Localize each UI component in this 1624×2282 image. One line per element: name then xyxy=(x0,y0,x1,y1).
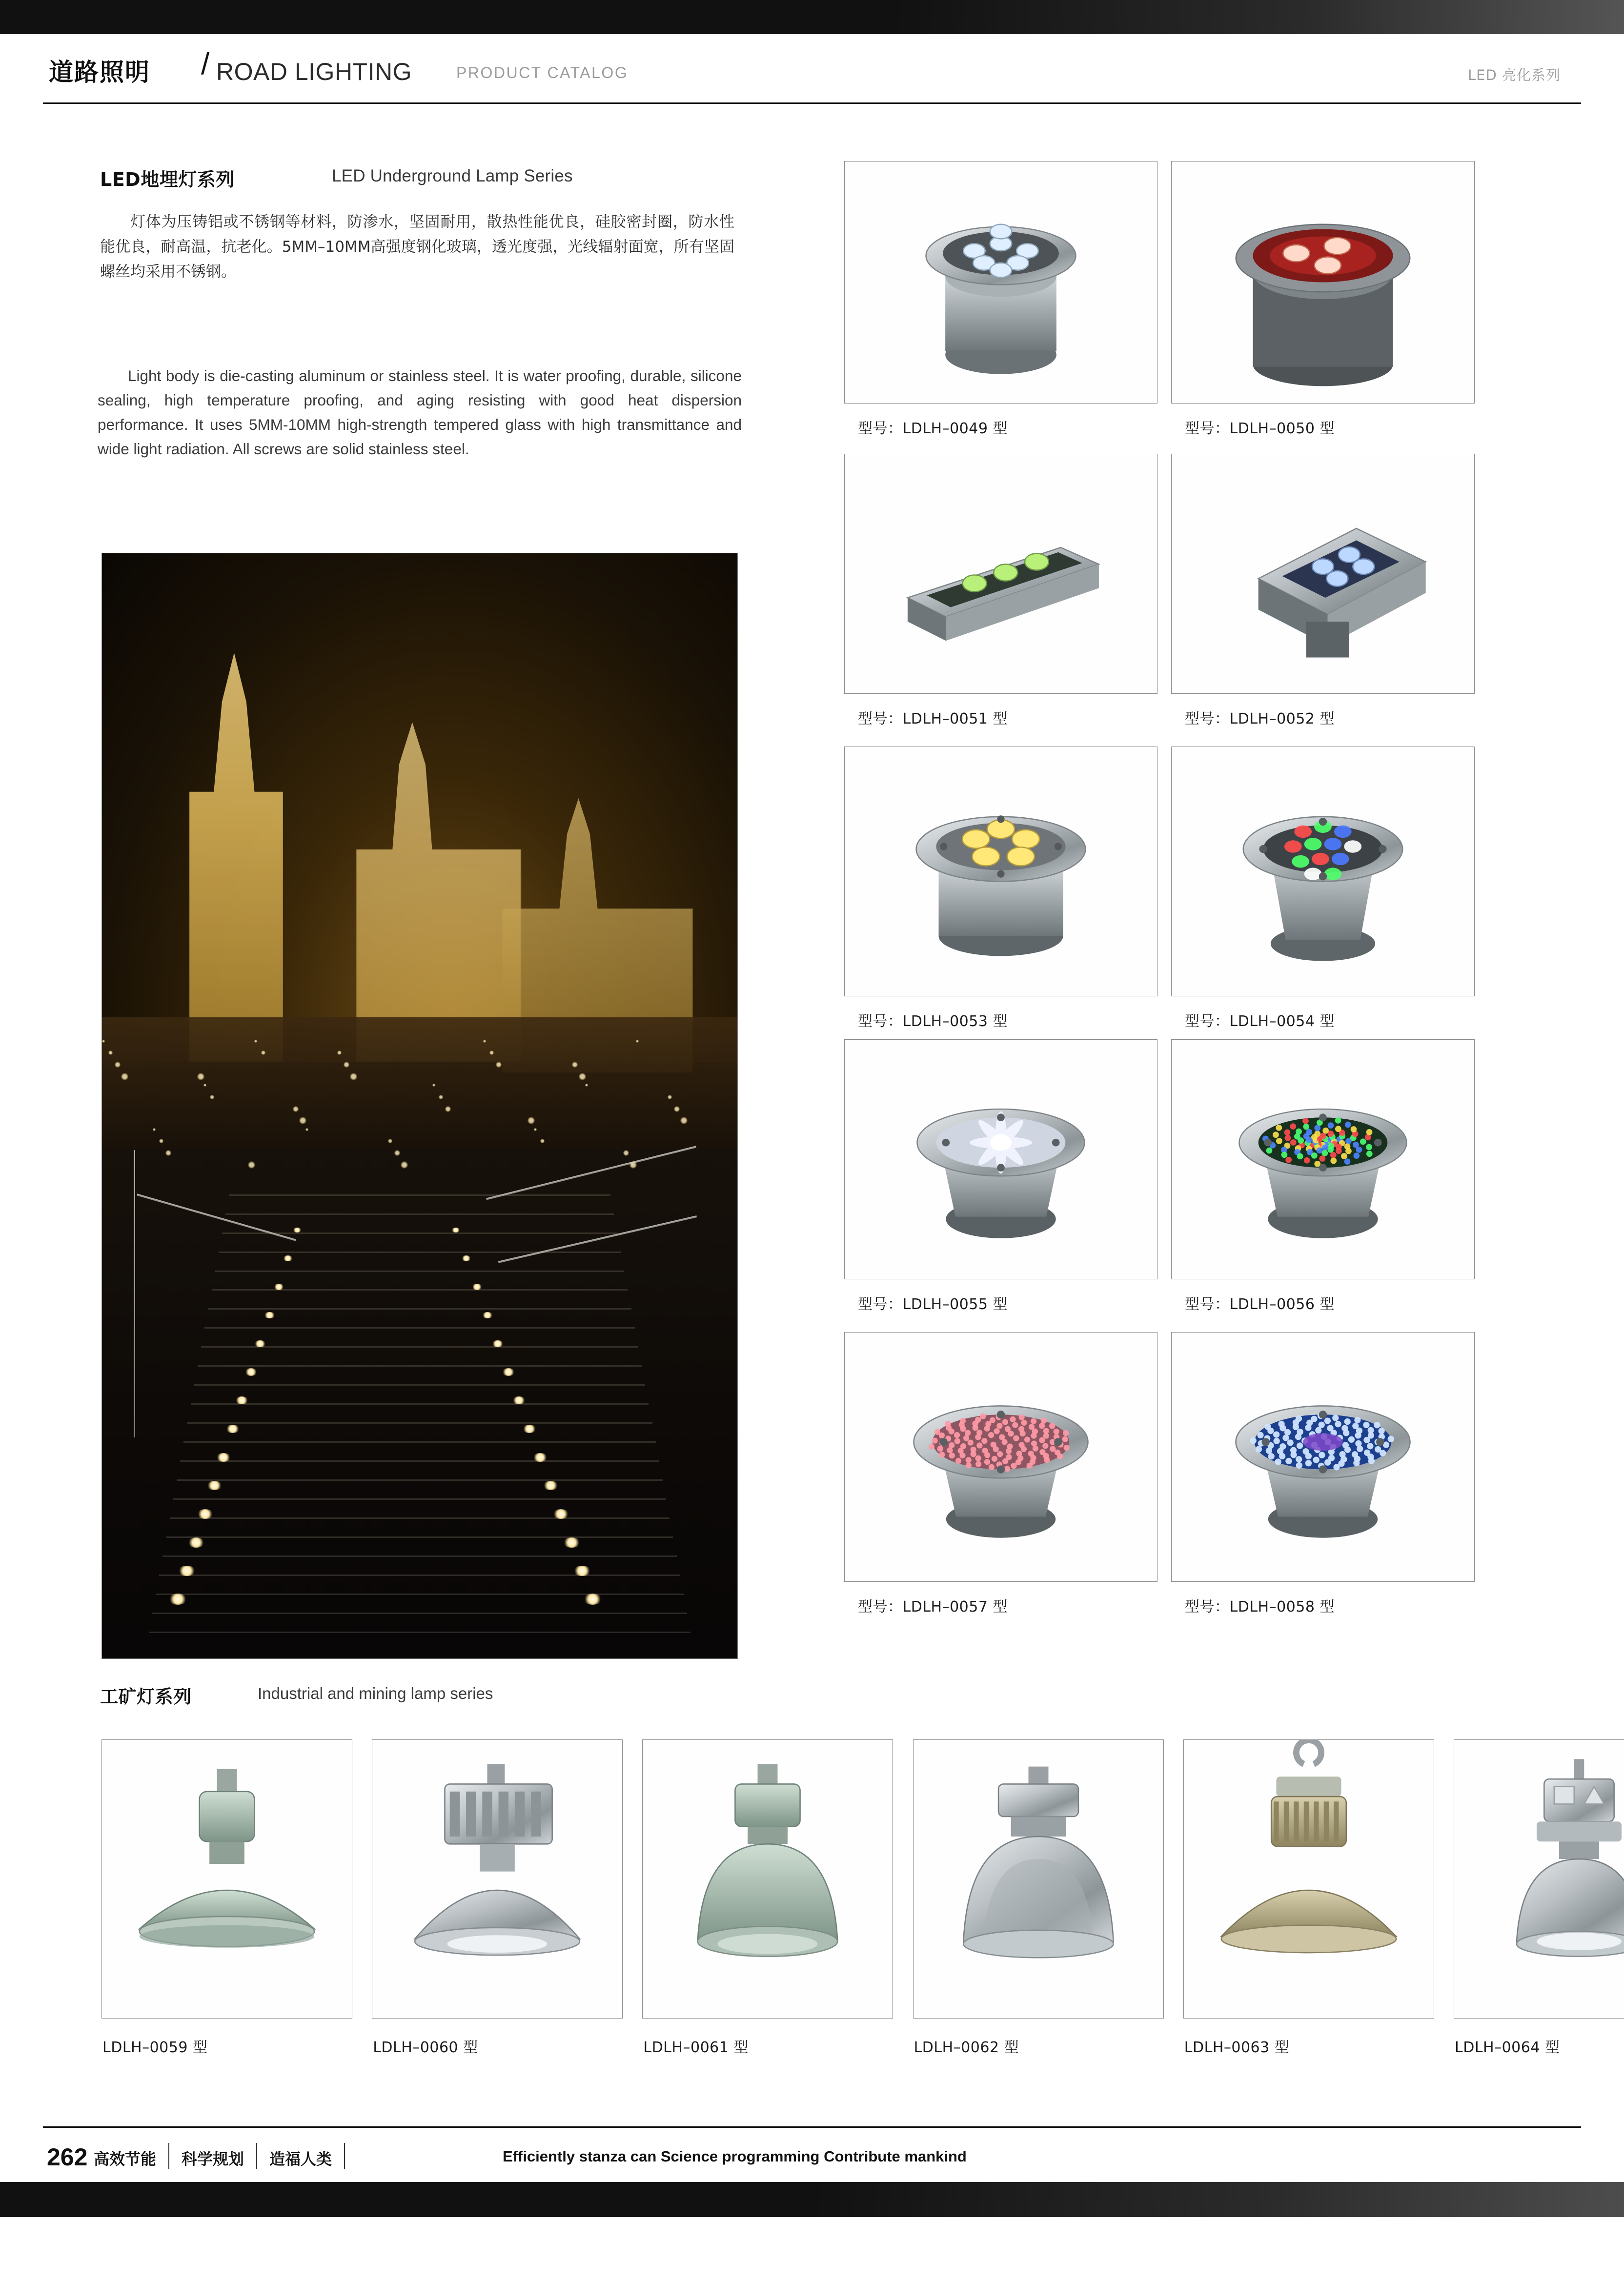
footer-separator-1 xyxy=(168,2143,169,2169)
photo-light-dot xyxy=(293,1228,302,1233)
photo-step xyxy=(166,1536,673,1538)
product-image-LDLH-0054 xyxy=(1171,747,1475,996)
photo-midground xyxy=(102,1017,737,1172)
product-image-LDLH-0059 xyxy=(102,1739,352,2019)
photo-step xyxy=(187,1422,652,1424)
photo-distant-light xyxy=(350,1073,357,1080)
product-image-LDLH-0053 xyxy=(844,747,1157,996)
photo-distant-light xyxy=(344,1062,349,1068)
photo-step xyxy=(222,1232,617,1234)
photo-step xyxy=(152,1613,687,1614)
footer-slogan-1: 高效节能 xyxy=(94,2150,157,2168)
photo-distant-light xyxy=(394,1150,400,1156)
photo-distant-light xyxy=(668,1095,672,1099)
photo-step xyxy=(170,1517,670,1519)
description-cn: 灯体为压铸铝或不锈钢等材料，防渗水，坚固耐用，散热性能优良，硅胶密封圈，防水性能优良，耐高温，抗老化。5MM–10MM高强度钢化玻璃，透光度强，光线辐射面宽，所有坚固螺丝均采用不锈钢。 xyxy=(100,213,734,281)
photo-distant-light xyxy=(674,1106,680,1112)
footer-slogan-3: 造福人类 xyxy=(269,2150,332,2168)
product-caption-LDLH-0056: 型号：LDLH–0056 型 xyxy=(1185,1296,1335,1313)
product-image-LDLH-0063 xyxy=(1183,1739,1434,2019)
photo-railing-left xyxy=(134,1150,135,1438)
product-caption-LDLH-0058: 型号：LDLH–0058 型 xyxy=(1185,1598,1335,1616)
header-title-en: ROAD LIGHTING xyxy=(216,58,412,85)
footer-separator-3 xyxy=(344,2143,345,2169)
product-caption-LDLH-0061: LDLH–0061 型 xyxy=(643,2039,749,2056)
product-caption-LDLH-0063: LDLH–0063 型 xyxy=(1184,2039,1290,2056)
product-caption-LDLH-0064: LDLH–0064 型 xyxy=(1455,2039,1560,2056)
header-series-label: LED 亮化系列 xyxy=(1467,67,1561,83)
photo-distant-light xyxy=(629,1161,637,1169)
page-number: 262 xyxy=(47,2143,88,2171)
photo-step xyxy=(173,1498,666,1500)
photo-step xyxy=(215,1271,624,1272)
photo-step xyxy=(183,1441,655,1443)
description-en: Light body is die-casting aluminum or stainless steel. It is water proofing, durable, silicone sealing, high temperature proofing, and aging resisting with good heat dispersion performance. It uses 5MM-10MM high-strength tempered glass with high transmittance and wide light radiation. All screws are solid stainless steel. xyxy=(98,367,742,458)
photo-step xyxy=(201,1346,638,1348)
product-image-LDLH-0057 xyxy=(844,1332,1157,1582)
photo-light-dot xyxy=(188,1537,205,1548)
night-scene-photo xyxy=(102,553,738,1659)
top-bar-gradient xyxy=(0,0,1624,34)
photo-step xyxy=(198,1365,642,1367)
photo-distant-light xyxy=(197,1073,204,1080)
photo-light-dot xyxy=(264,1312,275,1319)
photo-distant-light xyxy=(115,1062,121,1068)
photo-step xyxy=(229,1194,610,1196)
photo-light-dot xyxy=(533,1453,548,1462)
product-caption-LDLH-0050: 型号：LDLH–0050 型 xyxy=(1185,420,1335,437)
section-title-underground-en: LED Underground Lamp Series xyxy=(332,166,573,185)
product-caption-LDLH-0051: 型号：LDLH–0051 型 xyxy=(858,710,1008,727)
footer-divider xyxy=(43,2126,1581,2128)
section-title-industrial-cn: 工矿灯系列 xyxy=(100,1686,192,1707)
photo-distant-light xyxy=(585,1084,588,1087)
photo-step xyxy=(156,1594,684,1595)
photo-distant-light xyxy=(579,1073,586,1080)
photo-light-dot xyxy=(169,1594,187,1605)
photo-distant-light xyxy=(623,1150,629,1156)
product-image-LDLH-0052 xyxy=(1171,454,1475,694)
product-image-LDLH-0050 xyxy=(1171,161,1475,404)
photo-step xyxy=(219,1252,621,1253)
product-caption-LDLH-0062: LDLH–0062 型 xyxy=(914,2039,1019,2056)
section-title-industrial-en: Industrial and mining lamp series xyxy=(258,1684,493,1702)
photo-step xyxy=(208,1308,631,1310)
photo-light-dot xyxy=(245,1368,258,1375)
photo-distant-light xyxy=(293,1106,299,1112)
photo-step xyxy=(162,1555,676,1557)
photo-step xyxy=(149,1632,691,1633)
photo-distant-light xyxy=(121,1073,128,1080)
footer-black-bar xyxy=(0,2182,1624,2217)
photo-distant-light xyxy=(299,1117,306,1124)
header-divider xyxy=(43,102,1581,104)
product-caption-LDLH-0057: 型号：LDLH–0057 型 xyxy=(858,1598,1008,1616)
product-image-LDLH-0064 xyxy=(1454,1739,1624,2019)
photo-distant-light xyxy=(261,1050,265,1055)
photo-step xyxy=(225,1213,614,1215)
photo-light-dot xyxy=(216,1453,231,1462)
footer-slogan-2: 科学规划 xyxy=(182,2150,244,2168)
photo-distant-light xyxy=(401,1161,408,1169)
footer-bar-gradient xyxy=(0,2182,1624,2217)
product-image-LDLH-0061 xyxy=(642,1739,893,2019)
product-image-LDLH-0051 xyxy=(844,454,1157,694)
photo-light-dot xyxy=(563,1537,580,1548)
header-subtitle-en: PRODUCT CATALOG xyxy=(456,64,629,81)
product-caption-LDLH-0054: 型号：LDLH–0054 型 xyxy=(1185,1013,1335,1030)
product-image-LDLH-0060 xyxy=(372,1739,623,2019)
photo-distant-light xyxy=(445,1106,451,1112)
photo-step xyxy=(177,1479,663,1481)
header-title-cn: 道路照明 xyxy=(49,58,150,86)
section-title-underground-cn: LED地埋灯系列 xyxy=(100,169,235,190)
photo-light-dot xyxy=(502,1368,515,1375)
product-caption-LDLH-0055: 型号：LDLH–0055 型 xyxy=(858,1296,1008,1313)
product-caption-LDLH-0053: 型号：LDLH–0053 型 xyxy=(858,1013,1008,1030)
photo-light-dot xyxy=(584,1594,602,1605)
product-caption-LDLH-0059: LDLH–0059 型 xyxy=(102,2039,208,2056)
top-black-bar xyxy=(0,0,1624,34)
photo-distant-light xyxy=(483,1040,486,1043)
photo-distant-light xyxy=(102,1040,105,1043)
product-image-LDLH-0055 xyxy=(844,1039,1157,1279)
photo-step xyxy=(191,1403,649,1405)
product-image-LDLH-0049 xyxy=(844,161,1157,404)
product-caption-LDLH-0060: LDLH–0060 型 xyxy=(373,2039,478,2056)
photo-distant-light xyxy=(680,1117,688,1124)
photo-step xyxy=(194,1384,645,1386)
footer-slogan-en: Efficiently stanza can Science programming Contribute mankind xyxy=(503,2148,967,2165)
photo-step xyxy=(212,1289,628,1291)
photo-light-dot xyxy=(283,1255,293,1261)
photo-distant-light xyxy=(636,1040,639,1043)
photo-step xyxy=(180,1460,659,1462)
photo-step xyxy=(204,1327,634,1329)
photo-distant-light xyxy=(305,1128,308,1131)
photo-distant-light xyxy=(439,1095,443,1099)
footer-separator-2 xyxy=(256,2143,257,2169)
product-image-LDLH-0058 xyxy=(1171,1332,1475,1582)
product-image-LDLH-0056 xyxy=(1171,1039,1475,1279)
photo-distant-light xyxy=(337,1050,342,1055)
header-slash: / xyxy=(201,47,210,81)
product-caption-LDLH-0049: 型号：LDLH–0049 型 xyxy=(858,420,1008,437)
product-image-LDLH-0062 xyxy=(913,1739,1164,2019)
product-caption-LDLH-0052: 型号：LDLH–0052 型 xyxy=(1185,710,1335,727)
photo-distant-light xyxy=(153,1128,156,1131)
photo-step xyxy=(159,1575,680,1576)
photo-light-dot xyxy=(472,1284,482,1290)
photo-light-dot xyxy=(274,1284,284,1290)
